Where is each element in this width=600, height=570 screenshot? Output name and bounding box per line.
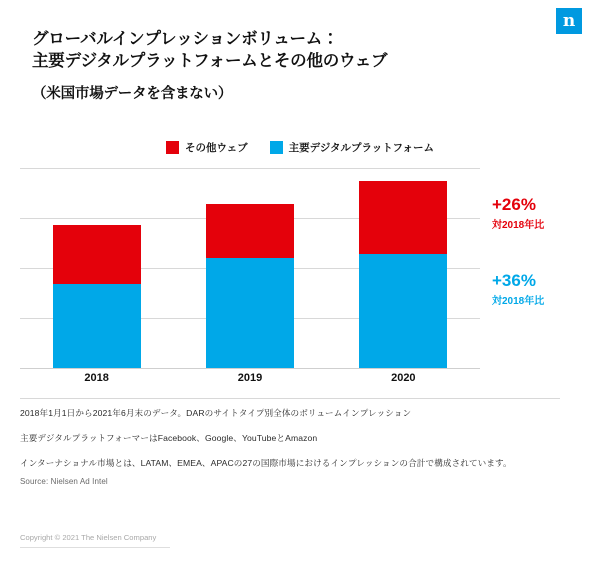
x-axis-tick-label: 2020: [391, 372, 416, 384]
annotation-caption: 対2018年比: [492, 219, 545, 231]
bottom-divider: [20, 547, 170, 548]
footnote-divider: [20, 398, 560, 399]
x-axis-line: [20, 368, 480, 369]
source-note: Source: Nielsen Ad Intel: [20, 476, 108, 486]
title-block: [32, 28, 502, 103]
annotation-value: +26%: [492, 195, 536, 214]
annotation-major-platforms: [492, 272, 544, 307]
x-axis-labels: [20, 372, 480, 392]
annotation-other-web: [492, 196, 544, 231]
bar-group[interactable]: [206, 204, 294, 368]
footnote-1: 2018年1月1日から2021年6月末のデータ。DARのサイトタイプ別全体のボリュームインプレッション: [20, 408, 412, 418]
chart-legend: [0, 140, 600, 155]
page-title-line-2: 主要デジタルプラットフォームとその他のウェブ: [32, 52, 388, 71]
footnote-2: 主要デジタルプラットフォーマーはFacebook、Google、YouTubeとAmazon: [20, 432, 318, 443]
copyright-text: Copyright © 2021 The Nielsen Company: [20, 533, 157, 542]
legend-item: [270, 140, 434, 155]
bar-group[interactable]: [53, 225, 141, 368]
page-subtitle: （米国市場データを含まない）: [32, 85, 233, 102]
bar-group[interactable]: [359, 181, 447, 368]
bar-segment-other-web[interactable]: [206, 204, 294, 258]
x-axis-tick-label: 2019: [237, 372, 263, 384]
legend-item: [166, 140, 248, 155]
footnote-3: インターナショナル市場とは、LATAM、EMEA、APACの27の国際市場におけるインプレッションの合計で構成されています。: [20, 457, 512, 468]
page-title-line-1: グローバルインプレッションボリューム：: [32, 30, 339, 48]
bar-segment-major-platforms[interactable]: [206, 258, 294, 368]
chart-bars: [20, 168, 480, 368]
x-axis-tick-label: 2018: [84, 372, 109, 384]
legend-swatch-other-web: [166, 141, 179, 154]
bar-segment-major-platforms[interactable]: [359, 254, 447, 368]
bar-segment-major-platforms[interactable]: [53, 284, 141, 368]
footnotes: [20, 398, 560, 500]
stacked-bar-chart: [20, 168, 480, 368]
annotation-value: +36%: [492, 271, 536, 290]
nielsen-logo: n: [556, 8, 582, 34]
legend-label: 主要デジタルプラットフォーム: [288, 142, 434, 154]
bar-segment-other-web[interactable]: [359, 181, 447, 254]
bar-segment-other-web[interactable]: [53, 225, 141, 284]
annotation-caption: 対2018年比: [492, 295, 545, 307]
legend-label: その他ウェブ: [185, 142, 248, 154]
legend-swatch-major-platforms: [270, 141, 283, 154]
